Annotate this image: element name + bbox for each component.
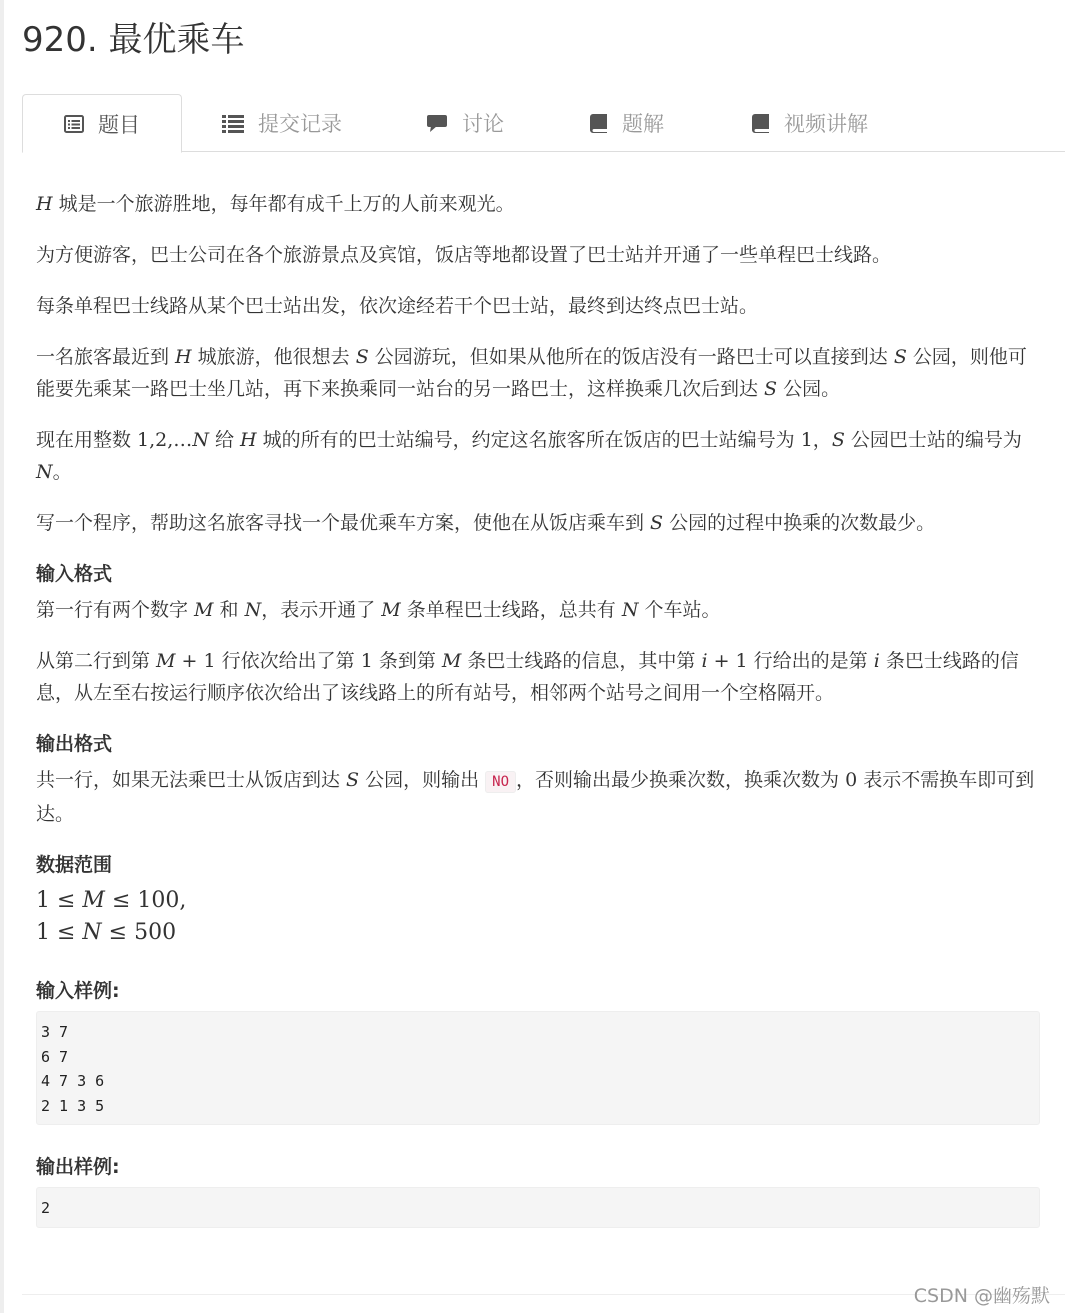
tab-label: 题目 [98, 112, 140, 137]
tab-submissions[interactable] [222, 94, 342, 152]
tab-label: 视频讲解 [784, 112, 868, 136]
sample-output-heading: 输出样例: [36, 1156, 120, 1178]
code-line: 3 7 [41, 1023, 69, 1041]
tab-discussion[interactable] [426, 94, 504, 152]
left-border [0, 0, 4, 1313]
input-format-paragraph: 第一行有两个数字 M 和 N，表示开通了 M 条单程巴士线路，总共有 N 个车站。 [36, 599, 721, 621]
tab-label: 提交记录 [258, 112, 342, 136]
code-line: 6 7 [41, 1047, 69, 1066]
book-icon [752, 113, 770, 133]
data-range-formulas [36, 885, 1040, 949]
description-paragraph: 写一个程序，帮助这名旅客寻找一个最优乘车方案，使他在从饭店乘车到 S 公园的过程中换乘的次数最少。 [36, 512, 936, 534]
input-format-paragraph: 从第二行到第 M + 1 行依次给出了第 1 条到第 M 条巴士线路的信息，其中第 i + 1 行给出的是第 i 条巴士线路的信息，从左至右按运行顺序依次给出了该线路上的所有站号，相邻两个站号之间用一个空格隔开。 [36, 650, 1019, 704]
description-paragraph: 一名旅客最近到 H 城旅游，他很想去 S 公园游玩，但如果从他所在的饭店没有一路巴士可以直接到达 S 公园，则他可能要先乘某一路巴士坐几站，再下来换乘同一站台的另一路巴士，这样换乘几次后到达 S 公园。 [36, 346, 1027, 400]
data-range-line: 1 ≤ M ≤ 100, [36, 888, 187, 913]
tab-bar [22, 94, 1065, 152]
tab-label: 讨论 [462, 112, 504, 136]
list-icon [222, 113, 244, 133]
sample-input-block[interactable] [36, 1011, 1040, 1125]
data-range-heading: 数据范围 [36, 854, 113, 876]
tab-label: 题解 [622, 112, 664, 136]
bottom-divider [22, 1294, 1065, 1295]
description-paragraph: H 城是一个旅游胜地，每年都有成千上万的人前来观光。 [36, 193, 515, 215]
sample-output-block[interactable] [36, 1187, 1040, 1228]
inline-code: NO [485, 771, 516, 793]
description-paragraph: 每条单程巴士线路从某个巴士站出发，依次途经若干个巴士站，最终到达终点巴士站。 [36, 295, 759, 317]
comment-icon [426, 113, 448, 133]
code-line: 2 [41, 1199, 51, 1217]
list-alt-icon [64, 114, 84, 134]
page-title: 920. 最优乘车 [22, 20, 245, 60]
problem-content [36, 188, 1040, 1254]
description-paragraph: 为方便游客，巴士公司在各个旅游景点及宾馆，饭店等地都设置了巴士站并开通了一些单程巴士线路。 [36, 244, 892, 266]
output-format-heading: 输出格式 [36, 733, 113, 755]
data-range-line: 1 ≤ N ≤ 500 [36, 920, 177, 945]
sample-input-heading: 输入样例: [36, 980, 120, 1002]
code-line: 2 1 3 5 [41, 1096, 105, 1115]
code-line: 4 7 3 6 [41, 1072, 105, 1090]
tab-problem[interactable] [22, 94, 182, 153]
tab-solutions[interactable] [590, 94, 664, 152]
tab-video-solutions[interactable] [752, 94, 868, 152]
description-paragraph: 现在用整数 1,2,…N 给 H 城的所有的巴士站编号，约定这名旅客所在饭店的巴士站编号为 1，S 公园巴士站的编号为 N。 [36, 429, 1022, 483]
output-format-paragraph: 共一行，如果无法乘巴士从饭店到达 S 公园，则输出 NO ，否则输出最少换乘次数，换乘次数为 0 表示不需换车即可到达。 [36, 769, 1035, 825]
input-format-heading: 输入格式 [36, 563, 113, 585]
book-icon [590, 113, 608, 133]
watermark: CSDN @幽殇默 [913, 1285, 1050, 1307]
